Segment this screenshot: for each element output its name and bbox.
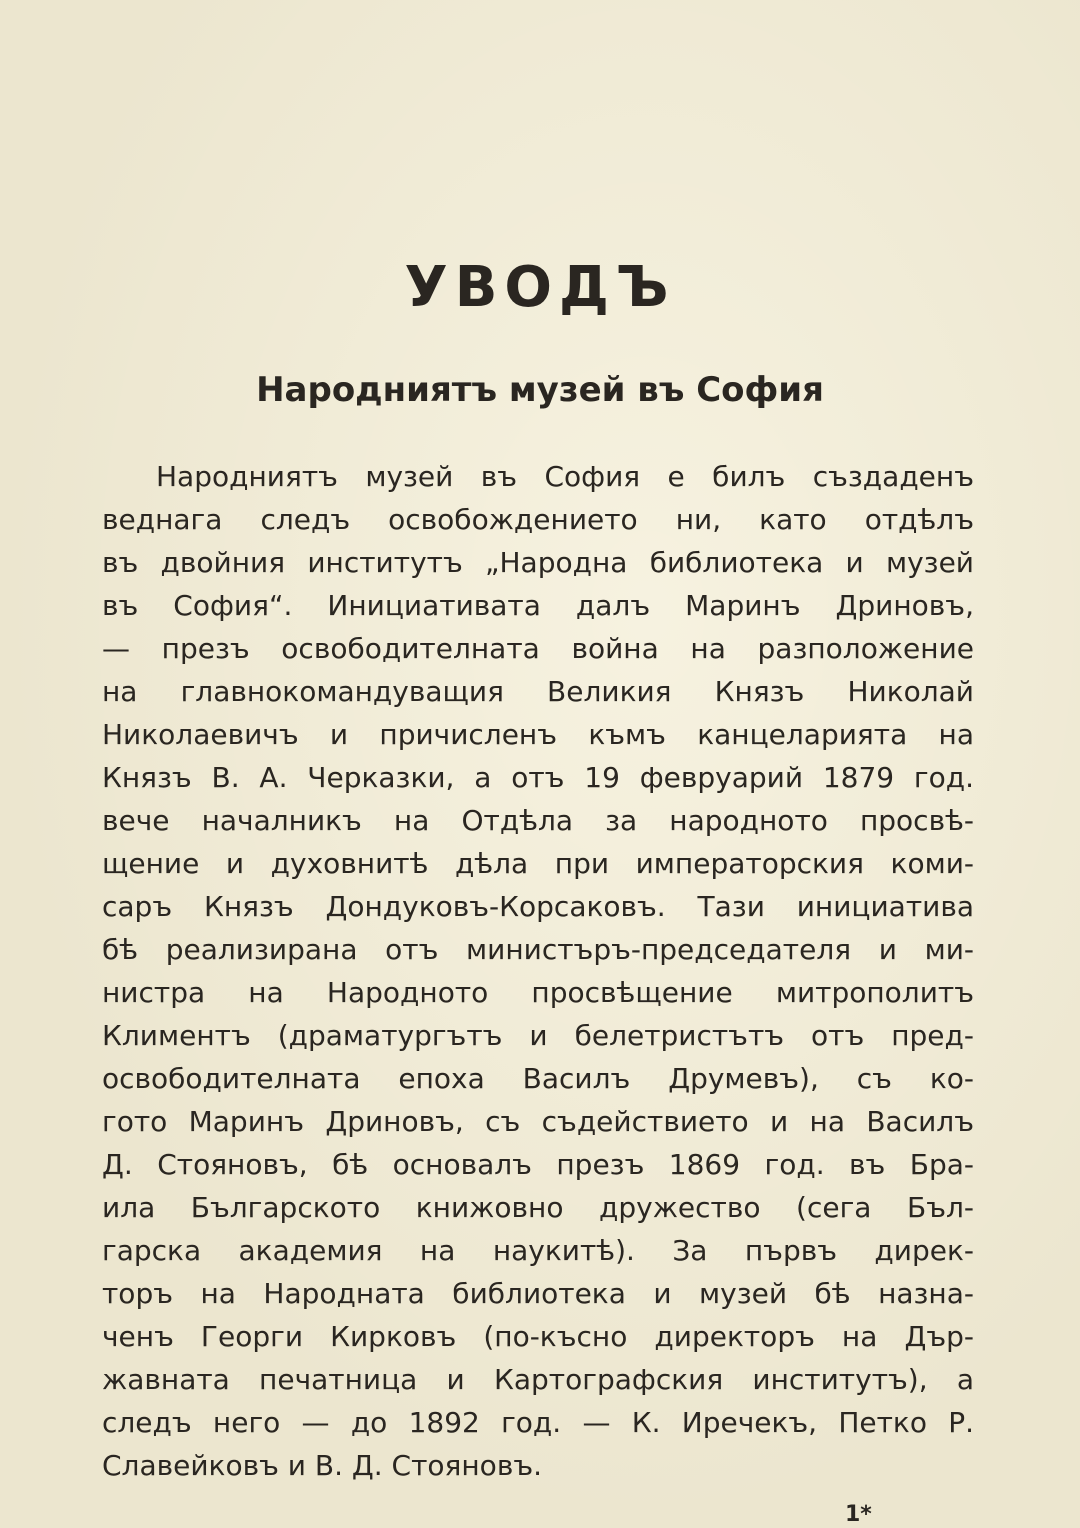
body-line: нистра на Народното просвѣщение митрополитъ bbox=[102, 976, 974, 1009]
body-line: на главнокомандуващия Великия Князъ Николай bbox=[102, 675, 974, 708]
body-line: Николаевичъ и причисленъ къмъ канцеларията на bbox=[102, 718, 974, 751]
body-paragraph bbox=[102, 455, 974, 1487]
body-line: торъ на Народната библиотека и музей бѣ назна- bbox=[102, 1277, 974, 1310]
body-line: саръ Князъ Дондуковъ-Корсаковъ. Тази инициатива bbox=[102, 890, 974, 923]
body-line: следъ него — до 1892 год. — К. Иречекъ, Петко Р. bbox=[102, 1406, 974, 1439]
body-line: вече началникъ на Отдѣла за народното просвѣ- bbox=[102, 804, 974, 837]
body-line: ченъ Георги Кирковъ (по-късно директоръ на Дър- bbox=[102, 1320, 974, 1353]
body-line: ила Българското книжовно дружество (сега Бъл- bbox=[102, 1191, 974, 1224]
body-line: Князъ В. А. Черказки, а отъ 19 февруарий 1879 год. bbox=[102, 761, 974, 794]
body-line: веднага следъ освобождението ни, като отдѣлъ bbox=[102, 503, 974, 536]
body-line: щение и духовнитѣ дѣла при императорския коми- bbox=[102, 847, 974, 880]
body-line: — презъ освободителната война на разположение bbox=[102, 632, 974, 665]
body-line: гото Маринъ Дриновъ, съ съдействието и на Василъ bbox=[102, 1105, 974, 1138]
body-line: Народниятъ музей въ София е билъ създаденъ bbox=[156, 460, 974, 493]
body-line: въ София“. Инициативата далъ Маринъ Дриновъ, bbox=[102, 589, 974, 622]
body-line: бѣ реализирана отъ министъръ-председателя и ми- bbox=[102, 933, 974, 966]
body-line: освободителната епоха Василъ Друмевъ), съ ко- bbox=[102, 1062, 974, 1095]
chapter-title: УВОДЪ bbox=[404, 255, 676, 320]
body-line: Д. Стояновъ, бѣ основалъ презъ 1869 год. въ Бра- bbox=[102, 1148, 974, 1181]
body-line: гарска академия на наукитѣ). За първъ дирек- bbox=[102, 1234, 974, 1267]
body-line: въ двойния институтъ „Народна библиотека и музей bbox=[102, 546, 974, 579]
section-subtitle: Народниятъ музей въ София bbox=[256, 370, 824, 410]
body-line: Климентъ (драматургътъ и белетристътъ отъ пред- bbox=[102, 1019, 974, 1052]
body-line: жавната печатница и Картографския институтъ), а bbox=[102, 1363, 974, 1396]
body-line: Славейковъ и В. Д. Стояновъ. bbox=[102, 1449, 543, 1482]
page-number: 1* bbox=[845, 1502, 872, 1527]
